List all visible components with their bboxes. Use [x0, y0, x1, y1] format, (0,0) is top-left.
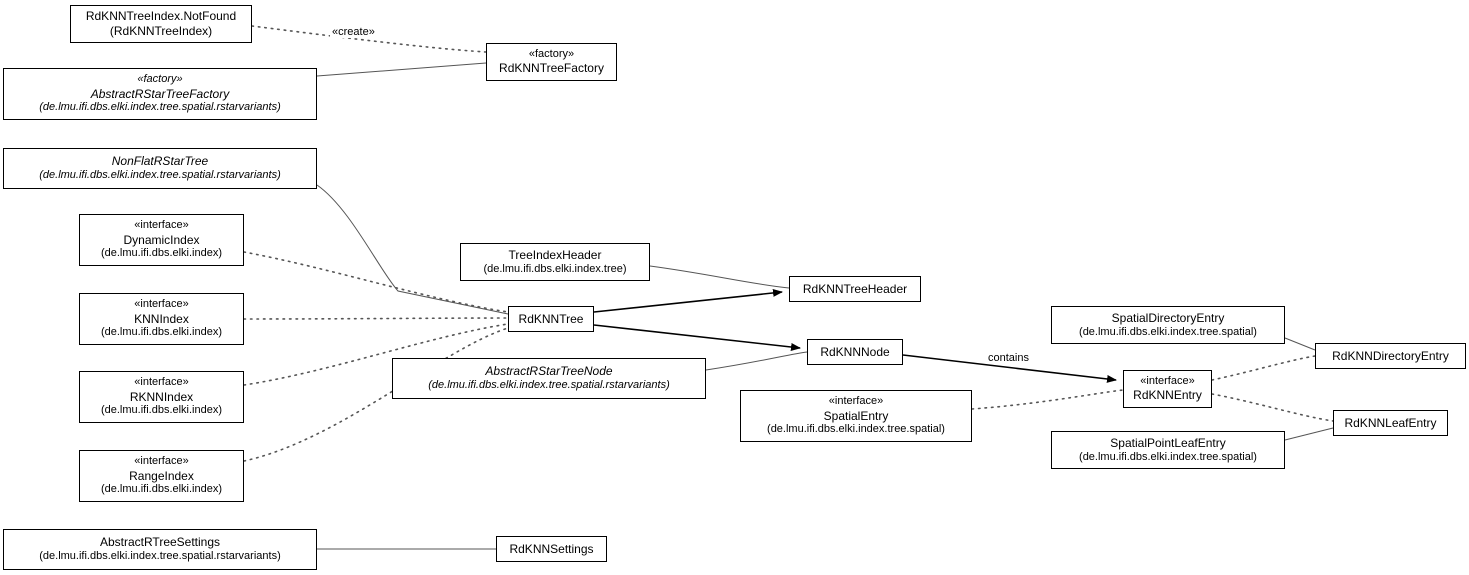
node-treeindexheader[interactable]: [460, 243, 650, 281]
node-text-line: «interface»: [828, 395, 884, 408]
node-rdknndirectoryentry[interactable]: [1315, 343, 1466, 369]
node-text-line: «factory»: [137, 73, 183, 86]
node-rdknnentry[interactable]: [1123, 370, 1212, 408]
node-rdknntreefactory[interactable]: [486, 43, 617, 81]
node-text-line: NonFlatRStarTree: [111, 154, 209, 169]
node-text-line: «interface»: [134, 455, 189, 468]
node-text-line: DynamicIndex: [123, 232, 200, 247]
node-rdknntreeheader[interactable]: [789, 276, 921, 302]
node-rdknntree[interactable]: [508, 306, 594, 332]
node-text-line: SpatialDirectoryEntry: [1111, 310, 1225, 325]
node-text-line: «interface»: [134, 298, 189, 311]
node-text-line: «interface»: [134, 376, 189, 389]
node-text-line: (de.lmu.ifi.dbs.elki.index.tree.spatial): [1079, 325, 1257, 338]
node-text-line: (de.lmu.ifi.dbs.elki.index.tree.spatial.rstarvariants): [428, 379, 670, 392]
node-text-line: RdKNNTreeFactory: [499, 61, 604, 76]
node-text-line: (de.lmu.ifi.dbs.elki.index.tree): [483, 262, 627, 275]
node-text-line: «factory»: [528, 47, 575, 60]
node-abstractrstartreefactory[interactable]: [3, 68, 317, 120]
node-rdknnsettings[interactable]: [496, 536, 607, 562]
node-text-line: RKNNIndex: [129, 389, 194, 404]
node-rdknnleafentry[interactable]: [1333, 410, 1448, 436]
node-spatialdirectoryentry[interactable]: [1051, 306, 1285, 344]
node-text-line: RdKNNEntry: [1133, 388, 1202, 403]
node-dynamicindex[interactable]: [79, 214, 244, 266]
node-spatialpointleafentry[interactable]: [1051, 431, 1285, 469]
node-text-line: RdKNNTreeHeader: [802, 281, 908, 296]
node-text-line: RdKNNSettings: [509, 541, 594, 556]
node-text-line: (de.lmu.ifi.dbs.elki.index.tree.spatial.rstarvariants): [39, 169, 281, 182]
node-text-line: (de.lmu.ifi.dbs.elki.index): [100, 483, 223, 496]
node-rknnindex[interactable]: [79, 371, 244, 423]
node-text-line: (de.lmu.ifi.dbs.elki.index.tree.spatial.rstarvariants): [39, 550, 281, 563]
node-text-line: SpatialPointLeafEntry: [1110, 435, 1226, 450]
node-text-line: AbstractRStarTreeFactory: [90, 86, 230, 101]
node-abstractrtreesettings[interactable]: [3, 529, 317, 570]
node-text-line: (de.lmu.ifi.dbs.elki.index.tree.spatial): [767, 423, 945, 436]
node-spatialentry[interactable]: [740, 390, 972, 442]
node-knnindex[interactable]: [79, 293, 244, 345]
node-text-line: (de.lmu.ifi.dbs.elki.index): [100, 326, 223, 339]
edge-label-create: «create»: [332, 26, 375, 38]
node-abstractrstartreenode[interactable]: [392, 358, 706, 399]
node-text-line: «interface»: [134, 219, 189, 232]
node-rdknntreeindex-notfound[interactable]: [70, 5, 252, 43]
node-text-line: (de.lmu.ifi.dbs.elki.index): [100, 247, 223, 260]
node-text-line: RangeIndex: [129, 468, 194, 483]
node-rangeindex[interactable]: [79, 450, 244, 502]
node-text-line: RdKNNTree: [518, 311, 584, 326]
node-text-line: «interface»: [1140, 374, 1195, 387]
node-text-line: (de.lmu.ifi.dbs.elki.index): [100, 404, 223, 417]
node-text-line: TreeIndexHeader: [508, 247, 602, 262]
node-text-line: KNNIndex: [134, 311, 189, 326]
edge-label-contains: contains: [988, 352, 1029, 364]
node-rdknnnode[interactable]: [807, 339, 903, 365]
node-text-line: SpatialEntry: [823, 408, 889, 423]
node-text-line: AbstractRStarTreeNode: [485, 364, 613, 379]
node-text-line: RdKNNLeafEntry: [1344, 415, 1437, 430]
node-text-line: RdKNNDirectoryEntry: [1332, 348, 1449, 363]
node-text-line: AbstractRTreeSettings: [99, 535, 221, 550]
node-text-line: (de.lmu.ifi.dbs.elki.index.tree.spatial): [1079, 450, 1257, 463]
node-text-line: (RdKNNTreeIndex): [109, 24, 213, 38]
node-text-line: RdKNNTreeIndex.NotFound: [85, 9, 237, 24]
node-text-line: RdKNNNode: [820, 344, 890, 359]
node-text-line: (de.lmu.ifi.dbs.elki.index.tree.spatial.rstarvariants): [39, 101, 281, 114]
node-nonflatrstartree[interactable]: [3, 148, 317, 189]
